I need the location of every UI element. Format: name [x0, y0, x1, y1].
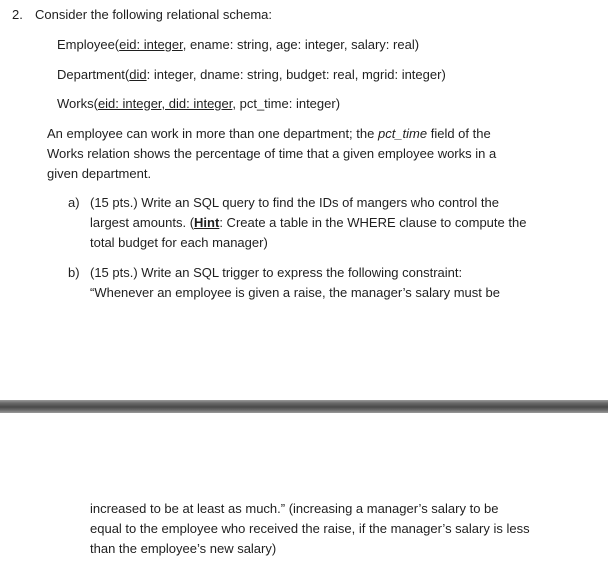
schema-department-key: did — [129, 67, 147, 82]
schema-department-attrs: : integer, dname: string, budget: real, mgrid: integer) — [146, 67, 446, 82]
description-line-1 — [47, 125, 491, 143]
part-a-line-2 — [90, 214, 526, 232]
description-text: An employee can work in more than one department; the — [47, 126, 378, 141]
schema-department — [57, 66, 446, 84]
schema-works-key: eid: integer, did: integer — [97, 96, 233, 111]
schema-works-attrs: , pct_time: integer) — [232, 96, 341, 111]
pct-time-term: pct_time — [377, 126, 428, 141]
schema-department-name: Department( — [57, 67, 130, 82]
part-b-line-2: “Whenever an employee is given a raise, the manager’s salary must be — [90, 285, 500, 300]
schema-employee — [57, 36, 419, 54]
part-b-line-3: increased to be at least as much.” (increasing a manager’s salary to be — [90, 501, 499, 516]
part-a-line-3: total budget for each manager) — [90, 235, 268, 250]
part-b-label: b) — [68, 265, 80, 280]
description-line-3: given department. — [47, 166, 152, 181]
part-a-text: : Create a table in the WHERE clause to compute the — [219, 215, 527, 230]
part-b-line-4: equal to the employee who received the raise, if the manager’s salary is less — [90, 521, 530, 536]
hint-label: Hint — [194, 215, 220, 230]
part-a-line-1: (15 pts.) Write an SQL query to find the IDs of mangers who control the — [90, 195, 499, 210]
description-text: field of the — [427, 126, 491, 141]
question-number: 2. — [12, 7, 23, 22]
part-a-label: a) — [68, 195, 80, 210]
schema-works-name: Works( — [57, 96, 98, 111]
question-prompt: Consider the following relational schema: — [35, 7, 273, 22]
part-a-text: largest amounts. ( — [90, 215, 195, 230]
schema-works — [57, 95, 340, 113]
schema-employee-name: Employee( — [57, 37, 120, 52]
part-b-line-5: than the employee’s new salary) — [90, 541, 277, 556]
page-break-divider — [0, 400, 608, 413]
schema-employee-key: eid: integer — [119, 37, 183, 52]
description-line-2: Works relation shows the percentage of time that a given employee works in a — [47, 146, 497, 161]
schema-employee-attrs: , ename: string, age: integer, salary: real) — [182, 37, 420, 52]
part-b-line-1: (15 pts.) Write an SQL trigger to express the following constraint: — [90, 265, 463, 280]
